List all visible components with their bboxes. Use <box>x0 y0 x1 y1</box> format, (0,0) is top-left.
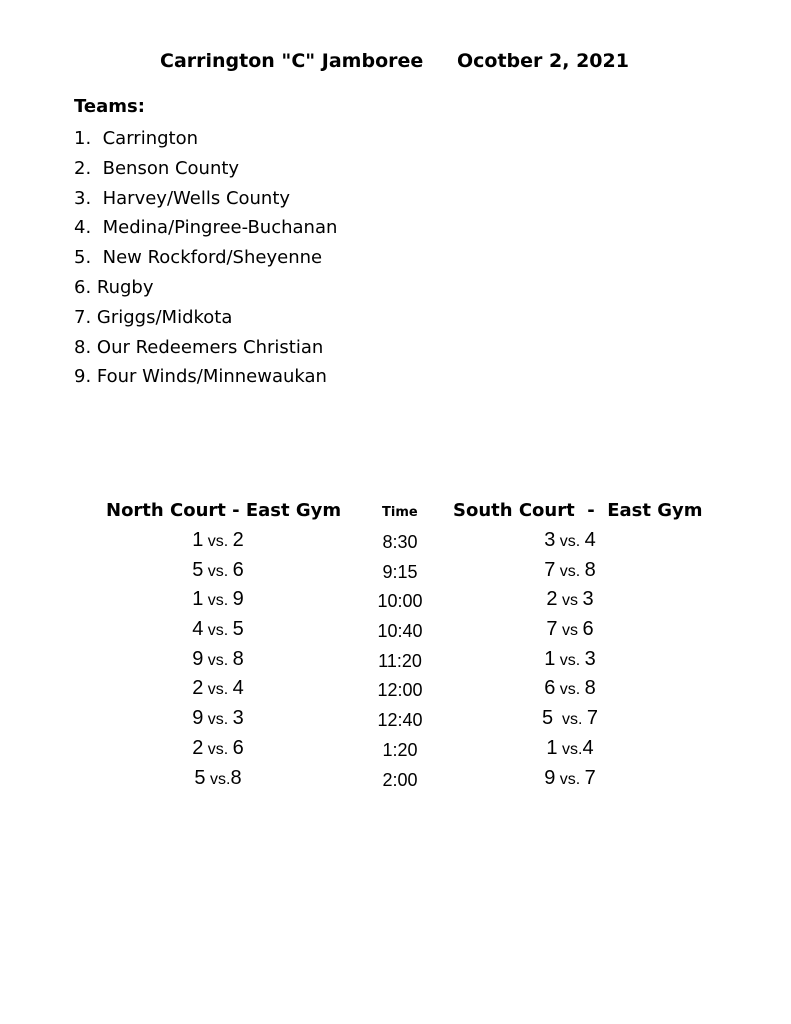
team-item: 8. Our Redeemers Christian <box>74 336 324 358</box>
team-item: 7. Griggs/Midkota <box>74 306 233 328</box>
event-name: Carrington "C" Jamboree <box>160 50 424 72</box>
team-item: 2. Benson County <box>74 157 240 179</box>
north-matchup: 2 vs. 6 <box>192 736 244 759</box>
game-time: 12:00 <box>377 680 423 701</box>
north-matchup: 5 vs.8 <box>194 766 242 789</box>
south-matchup: 2 vs 3 <box>546 588 594 611</box>
south-court-header: South Court - East Gym <box>453 500 703 521</box>
south-matchup: 7 vs 6 <box>546 618 594 641</box>
game-time: 9:15 <box>382 561 418 582</box>
team-item: 9. Four Winds/Minnewaukan <box>74 366 327 388</box>
schedule-row <box>0 704 791 734</box>
time-header: Time <box>382 505 418 520</box>
south-matchup: 5 vs. 7 <box>541 707 599 730</box>
south-matchup: 1 vs. 3 <box>544 647 596 670</box>
schedule-row <box>0 764 791 794</box>
north-matchup: 1 vs. 9 <box>192 588 244 611</box>
south-matchup: 7 vs. 8 <box>544 558 596 581</box>
north-court-header: North Court - East Gym <box>106 500 342 521</box>
team-item: 1. Carrington <box>74 128 199 149</box>
south-matchup: 1 vs.4 <box>546 736 594 759</box>
north-matchup: 2 vs. 4 <box>192 677 244 700</box>
game-time: 11:20 <box>378 650 422 671</box>
schedule-row <box>0 526 791 556</box>
schedule-table <box>0 526 791 793</box>
game-time: 2:00 <box>382 769 418 790</box>
game-time: 12:40 <box>377 710 423 731</box>
schedule-row <box>0 615 791 645</box>
north-matchup: 5 vs. 6 <box>192 558 244 581</box>
team-item: 4. Medina/Pingree-Buchanan <box>74 217 338 239</box>
teams-heading: Teams: <box>74 96 145 117</box>
game-time: 10:00 <box>377 591 423 612</box>
event-date: Ocotber 2, 2021 <box>457 50 629 72</box>
schedule-row <box>0 556 791 586</box>
north-matchup: 9 vs. 3 <box>192 707 244 730</box>
south-matchup: 3 vs. 4 <box>544 529 596 551</box>
teams-list <box>74 126 337 394</box>
schedule-row <box>0 585 791 615</box>
south-matchup: 9 vs. 7 <box>544 766 596 789</box>
team-item: 3. Harvey/Wells County <box>74 187 291 209</box>
team-item: 6. Rugby <box>74 276 154 298</box>
game-time: 10:40 <box>377 621 423 642</box>
schedule-row <box>0 674 791 704</box>
south-matchup: 6 vs. 8 <box>544 677 596 700</box>
north-matchup: 4 vs. 5 <box>192 618 244 641</box>
game-time: 8:30 <box>382 532 418 552</box>
schedule-row <box>0 645 791 675</box>
game-time: 1:20 <box>382 739 418 760</box>
team-item: 5. New Rockford/Sheyenne <box>74 247 323 269</box>
north-matchup: 9 vs. 8 <box>192 647 244 670</box>
schedule-row <box>0 734 791 764</box>
north-matchup: 1 vs. 2 <box>192 529 244 551</box>
